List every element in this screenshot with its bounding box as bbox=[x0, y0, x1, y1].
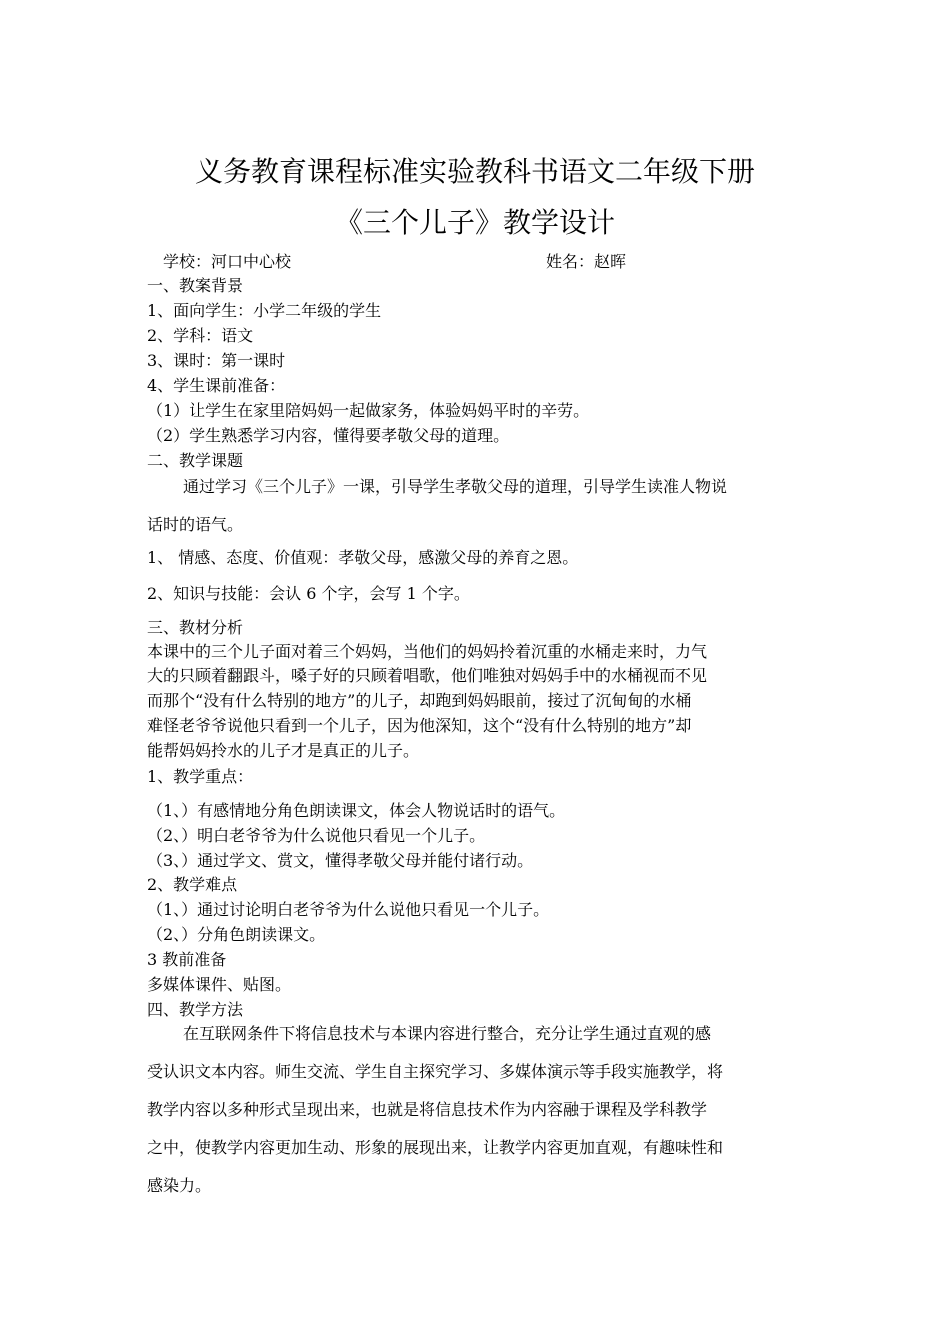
text-line: （2）学生熟悉学习内容，懂得要孝敬父母的道理。 bbox=[147, 426, 510, 445]
paragraph-line: 通过学习《三个儿子》一课，引导学生孝敬父母的道理，引导学生读准人物说 bbox=[183, 477, 728, 496]
paragraph-line: 大的只顾着翻跟斗，嗓子好的只顾着唱歌，他们唯独对妈妈手中的水桶视而不见 bbox=[147, 666, 708, 685]
list-item: （2、）明白老爷爷为什么说他只看见一个儿子。 bbox=[147, 826, 486, 845]
document-subtitle: 《三个儿子》教学设计 bbox=[334, 206, 615, 239]
section-heading: 四、教学方法 bbox=[147, 1000, 244, 1019]
text-line: （1）让学生在家里陪妈妈一起做家务，体验妈妈平时的辛劳。 bbox=[147, 401, 590, 420]
text-line: 2、教学难点 bbox=[147, 875, 238, 894]
paragraph-line: 本课中的三个儿子面对着三个妈妈，当他们的妈妈拎着沉重的水桶走来时，力气 bbox=[147, 642, 708, 661]
text-line: 1、面向学生：小学二年级的学生 bbox=[147, 301, 382, 320]
author-field: 姓名：赵晖 bbox=[546, 252, 627, 271]
text-line: 3、课时：第一课时 bbox=[147, 351, 286, 370]
text-line: 3 教前准备 bbox=[147, 950, 227, 969]
paragraph-line: 话时的语气。 bbox=[147, 515, 244, 534]
paragraph-line: 能帮妈妈拎水的儿子才是真正的儿子。 bbox=[147, 741, 420, 760]
paragraph-line: 难怪老爷爷说他只看到一个儿子，因为他深知，这个“没有什么特别的地方”却 bbox=[147, 716, 692, 735]
list-item: （3、）通过学文、赏文，懂得孝敬父母并能付诸行动。 bbox=[147, 851, 534, 870]
list-item: （1、）有感情地分角色朗读课文，体会人物说话时的语气。 bbox=[147, 801, 566, 820]
paragraph-line: 受认识文本内容。师生交流、学生自主探究学习、多媒体演示等手段实施教学，将 bbox=[147, 1062, 724, 1081]
paragraph-line: 在互联网条件下将信息技术与本课内容进行整合，充分让学生通过直观的感 bbox=[183, 1024, 712, 1043]
paragraph-line: 教学内容以多种形式呈现出来，也就是将信息技术作为内容融于课程及学科教学 bbox=[147, 1100, 708, 1119]
text-line: 1、教学重点： bbox=[147, 767, 254, 786]
document-title: 义务教育课程标准实验教科书语文二年级下册 bbox=[194, 155, 755, 188]
section-heading: 二、教学课题 bbox=[147, 451, 244, 470]
text-line: 1、 情感、态度、价值观：孝敬父母，感激父母的养育之恩。 bbox=[147, 548, 579, 567]
section-heading: 一、教案背景 bbox=[147, 276, 244, 295]
section-heading: 三、教材分析 bbox=[147, 618, 244, 637]
text-line: 2、知识与技能：会认 6 个字，会写 1 个字。 bbox=[147, 584, 470, 603]
text-line: 多媒体课件、贴图。 bbox=[147, 975, 292, 994]
paragraph-line: 而那个“没有什么特别的地方”的儿子，却跑到妈妈眼前，接过了沉甸甸的水桶 bbox=[147, 691, 692, 710]
list-item: （2、）分角色朗读课文。 bbox=[147, 925, 326, 944]
school-field: 学校：河口中心校 bbox=[163, 252, 292, 271]
list-item: （1、）通过讨论明白老爷爷为什么说他只看见一个儿子。 bbox=[147, 900, 550, 919]
paragraph-line: 之中，使教学内容更加生动、形象的展现出来，让教学内容更加直观，有趣味性和 bbox=[147, 1138, 724, 1157]
text-line: 4、学生课前准备： bbox=[147, 376, 286, 395]
paragraph-line: 感染力。 bbox=[147, 1176, 212, 1195]
text-line: 2、学科：语文 bbox=[147, 326, 254, 345]
